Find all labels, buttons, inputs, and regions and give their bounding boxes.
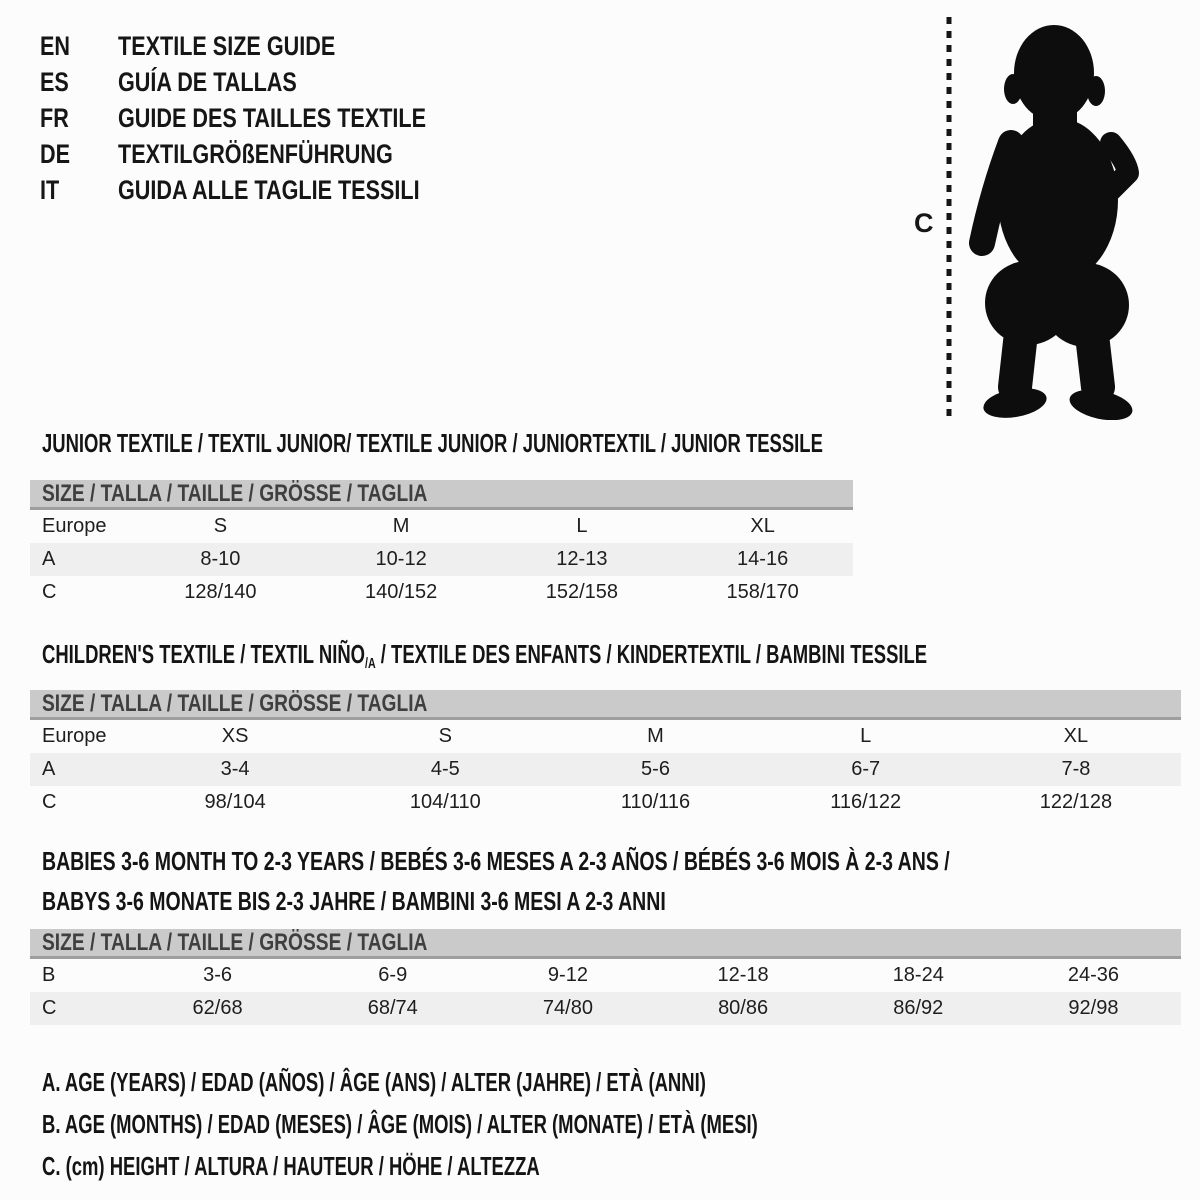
babies-size-header-bar (30, 929, 1181, 959)
children-title-prefix: CHILDREN'S TEXTILE / TEXTIL NIÑO (42, 639, 366, 669)
size-cell: 68/74 (367, 997, 418, 1019)
language-guide-title: GUÍA DE TALLAS (118, 66, 297, 97)
row-label: C (42, 791, 57, 813)
height-measure-dashed-line-icon (944, 14, 954, 422)
size-header-text: SIZE / TALLA / TAILLE / GRÖSSE / TAGLIA (42, 479, 428, 507)
size-cell: 62/68 (192, 997, 243, 1019)
babies-table-rows (30, 959, 1181, 1025)
language-title-list (40, 28, 503, 208)
legend-line-c: C. (cm) HEIGHT / ALTURA / HAUTEUR / HÖHE / ALTEZZA (42, 1150, 540, 1181)
language-code: DE (40, 138, 71, 169)
size-cell: 128/140 (184, 581, 257, 603)
toddler-silhouette-icon (965, 15, 1140, 420)
size-cell: XS (221, 725, 249, 747)
size-cell: M (647, 725, 664, 747)
language-code: EN (40, 30, 71, 61)
row-label: C (42, 997, 57, 1019)
size-cell: 3-4 (220, 758, 250, 780)
table-row (30, 753, 1181, 786)
size-header-text: SIZE / TALLA / TAILLE / GRÖSSE / TAGLIA (42, 928, 428, 956)
size-header-text: SIZE / TALLA / TAILLE / GRÖSSE / TAGLIA (42, 689, 428, 717)
size-cell: 158/170 (726, 581, 799, 603)
size-cell: 80/86 (718, 997, 769, 1019)
children-table-rows (30, 720, 1181, 819)
measurement-legend (42, 1061, 1050, 1187)
size-cell: S (438, 725, 452, 747)
size-cell: 7-8 (1061, 758, 1091, 780)
row-label: C (42, 581, 57, 603)
height-measure-label: C (914, 208, 934, 238)
size-cell: XL (1063, 725, 1089, 747)
size-cell: 9-12 (547, 964, 588, 986)
size-cell: 18-24 (892, 964, 944, 986)
babies-size-table (30, 929, 1181, 1025)
table-row (30, 543, 853, 576)
junior-section-title-text: JUNIOR TEXTILE / TEXTIL JUNIOR/ TEXTILE JUNIOR / JUNIORTEXTIL / JUNIOR TESSILE (42, 428, 823, 458)
size-cell: 74/80 (542, 997, 593, 1019)
legend-line-b: B. AGE (MONTHS) / EDAD (MESES) / ÂGE (MOIS) / ALTER (MONATE) / ETÀ (MESI) (42, 1108, 758, 1139)
size-cell: L (860, 725, 872, 747)
babies-title-line2: BABYS 3-6 MONATE BIS 2-3 JAHRE / BAMBINI 3-6 MESI A 2-3 ANNI (42, 886, 666, 916)
children-section-title (42, 639, 1200, 674)
size-cell: XL (750, 515, 775, 537)
row-label: B (42, 964, 56, 986)
language-guide-title: TEXTILE SIZE GUIDE (118, 30, 336, 61)
language-row (40, 100, 503, 136)
children-section-title-text (42, 639, 927, 674)
size-cell: 12-18 (717, 964, 769, 986)
size-cell: 4-5 (430, 758, 460, 780)
size-cell: 24-36 (1067, 964, 1120, 986)
size-cell: 98/104 (204, 791, 266, 813)
size-cell: 152/158 (545, 581, 619, 603)
language-row (40, 172, 503, 208)
size-cell: 140/152 (364, 581, 438, 603)
table-row (30, 576, 853, 609)
size-cell: 5-6 (641, 758, 670, 780)
size-cell: 92/98 (1068, 997, 1119, 1019)
language-row (40, 136, 503, 172)
children-title-suffix: / TEXTILE DES ENFANTS / KINDERTEXTIL / BAMBINI TESSILE (375, 639, 928, 669)
babies-title-line1: BABIES 3-6 MONTH TO 2-3 YEARS / BEBÉS 3-6 MESES A 2-3 AÑOS / BÉBÉS 3-6 MOIS À 2-3 ANS / (42, 846, 950, 876)
table-row (30, 992, 1181, 1025)
table-row (30, 720, 1181, 753)
language-code: ES (40, 66, 69, 97)
language-row (40, 64, 503, 100)
size-cell: 110/116 (620, 791, 691, 813)
size-cell: 104/110 (409, 791, 481, 813)
children-title-subscript: /A (365, 655, 376, 672)
size-cell: M (392, 515, 410, 537)
row-label: A (42, 758, 56, 780)
legend-line-a: A. AGE (YEARS) / EDAD (AÑOS) / ÂGE (ANS) / ALTER (JAHRE) / ETÀ (ANNI) (42, 1066, 706, 1097)
table-row (30, 510, 853, 543)
size-cell: 116/122 (830, 791, 902, 813)
children-size-table (30, 690, 1181, 819)
children-size-header-bar (30, 690, 1181, 720)
size-cell: 6-9 (378, 964, 408, 986)
language-guide-title: GUIDE DES TAILLES TEXTILE (118, 102, 427, 133)
language-row (40, 28, 503, 64)
language-code: IT (40, 174, 60, 205)
language-guide-title: TEXTILGRÖßENFÜHRUNG (118, 138, 393, 169)
size-cell: L (576, 515, 588, 537)
row-label: A (42, 548, 56, 570)
row-label: Europe (42, 725, 107, 747)
size-cell: 10-12 (375, 548, 427, 570)
row-label: Europe (42, 515, 107, 537)
size-cell: 8-10 (200, 548, 241, 570)
size-cell: 86/92 (893, 997, 944, 1019)
junior-table-rows (30, 510, 853, 609)
junior-size-table (30, 480, 853, 609)
size-cell: 6-7 (851, 758, 881, 780)
size-cell: 122/128 (1039, 791, 1113, 813)
table-row (30, 786, 1181, 819)
language-guide-title: GUIDA ALLE TAGLIE TESSILI (118, 174, 420, 205)
size-cell: 12-13 (556, 548, 608, 570)
junior-size-header-bar (30, 480, 853, 510)
babies-section-title (42, 841, 1200, 921)
size-cell: 3-6 (203, 964, 233, 986)
table-row (30, 959, 1181, 992)
junior-section-title (42, 428, 1142, 458)
size-cell: 14-16 (737, 548, 789, 570)
size-cell: S (213, 515, 228, 537)
language-code: FR (40, 102, 69, 133)
